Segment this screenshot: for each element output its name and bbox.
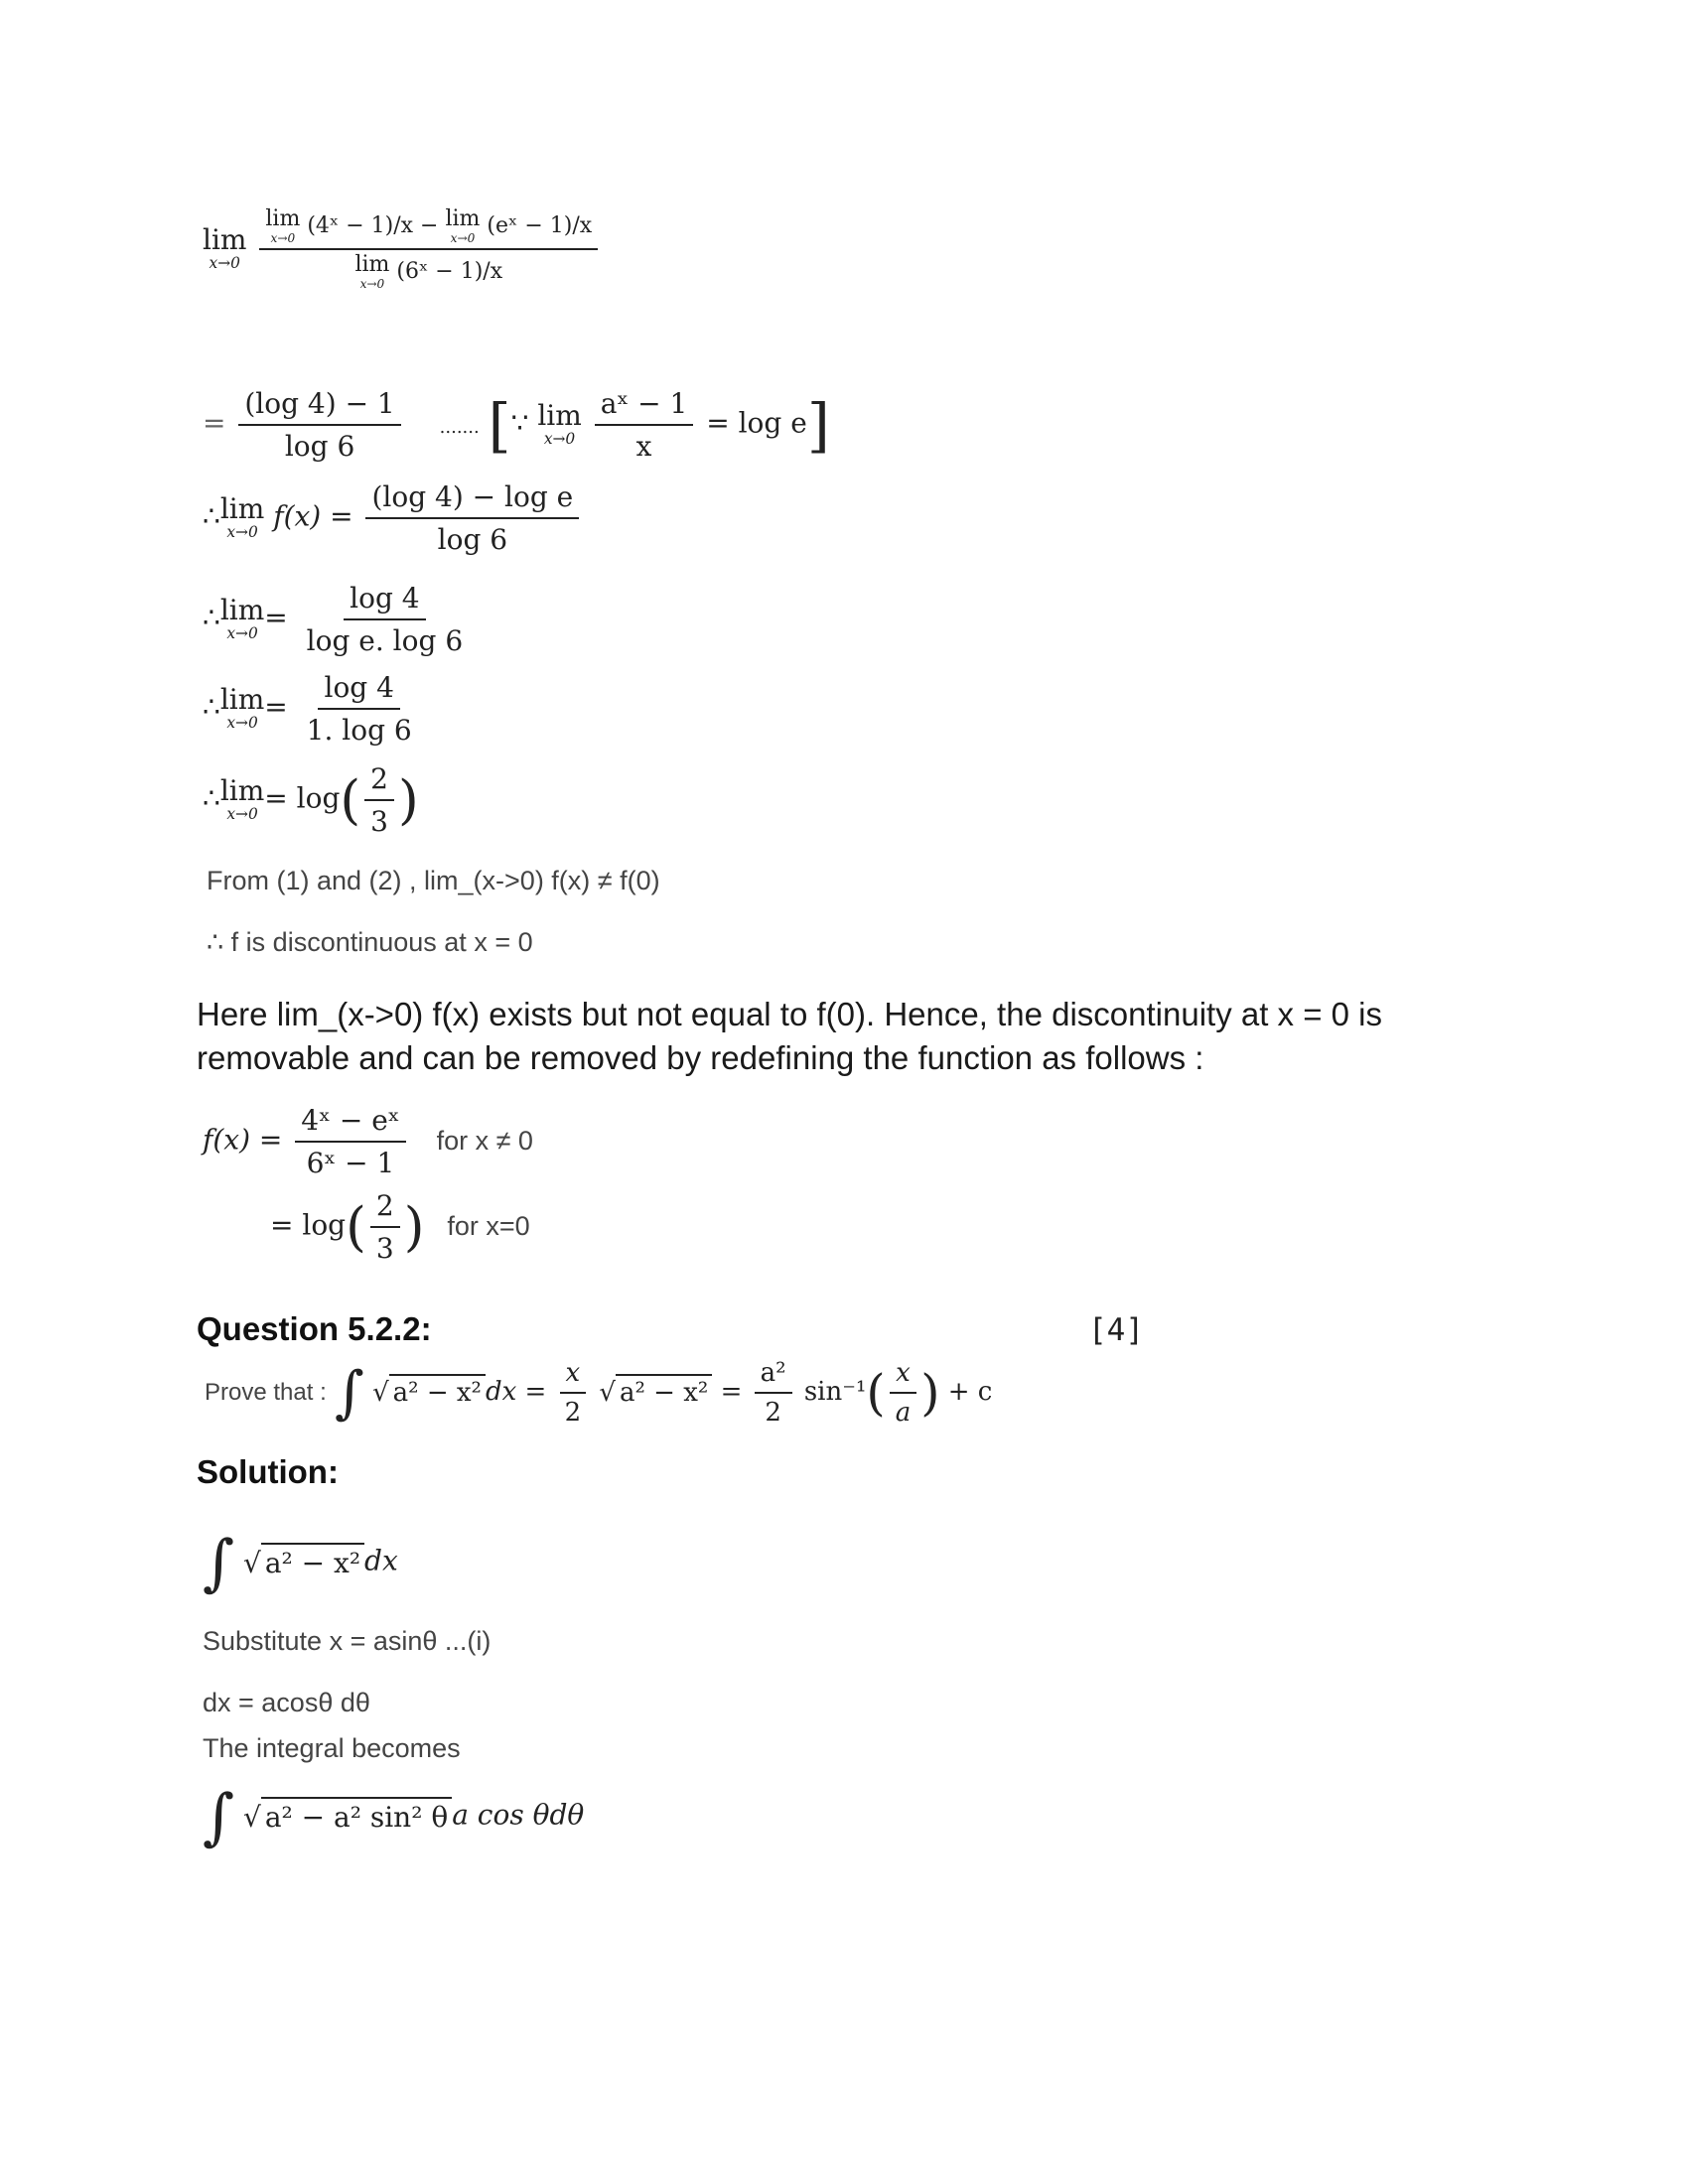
- integral-sign: ∫: [335, 1360, 364, 1426]
- equation-step-1: = $\frac{(\log 4) - 1}{\log 6}$ ....... [∵ lim x→0 $\frac{\text{aˣ − 1}}{x}$ = log e]: [203, 387, 830, 463]
- prove-statement: Prove that : ∫ √ a² − x² dx = $\frac{x}{2}$ √ a² − x² = $\frac{\text{a²}}{2}$ sin⁻¹( $\frac{x}{a}$ ) + c: [205, 1358, 993, 1428]
- question-marks: [4]: [1088, 1312, 1144, 1348]
- equation-step-4: ∴ lim x→0 = $\frac{\log 4}{1. \log 6}$: [203, 671, 412, 747]
- solution-title: Solution:: [197, 1453, 339, 1490]
- discontinuous-statement: ∴ f is discontinuous at x = 0: [207, 927, 533, 957]
- dx-line: dx = acosθ dθ: [203, 1688, 370, 1717]
- equation-step-3: ∴ lim x→0 = $\frac{\log 4}{\text{log e. log 6}}$: [203, 582, 464, 657]
- integral-expression-1: ∫ √ a² − x² dx: [203, 1527, 398, 1598]
- integral-expression-2: ∫ √ a² − a² sin² θ a cos θdθ: [203, 1781, 585, 1852]
- equation-step-2: ∴ lim x→0 f(x) = $\frac{\text{(log 4) − log e}}{\log 6}$: [203, 480, 583, 556]
- integral-sign: ∫: [203, 1781, 235, 1852]
- redefined-function-line-2: = log( $\frac{2}{3}$ ) for x=0: [270, 1189, 530, 1265]
- integral-sign: ∫: [203, 1527, 235, 1598]
- integral-becomes-line: The integral becomes: [203, 1733, 461, 1763]
- limit-operator: lim x→0: [203, 223, 247, 273]
- redefined-function-line-1: f(x) = $\frac{\text{4ˣ − eˣ}}{\text{6ˣ − 1}}$ for x ≠ 0: [203, 1104, 533, 1179]
- question-title: Question 5.2.2:: [197, 1310, 432, 1347]
- limit-expression: [203, 208, 602, 290]
- equation-step-5: ∴ lim x→0 = log( $\frac{2}{3}$ ): [203, 762, 419, 838]
- removable-paragraph: Here lim_(x->0) f(x) exists but not equal to f(0). Hence, the discontinuity at x = 0 is removable and can be removed by redefining the function as follows :: [197, 996, 1383, 1076]
- from-statement: From (1) and (2) , lim_(x->0) f(x) ≠ f(0): [207, 866, 660, 895]
- limit-fraction: lim x→0 (4ˣ − 1)/x − lim x→0 (eˣ − 1)/x lim x→0 (6ˣ − 1)/x: [259, 208, 598, 290]
- substitute-line: Substitute x = asinθ ...(i): [203, 1626, 492, 1656]
